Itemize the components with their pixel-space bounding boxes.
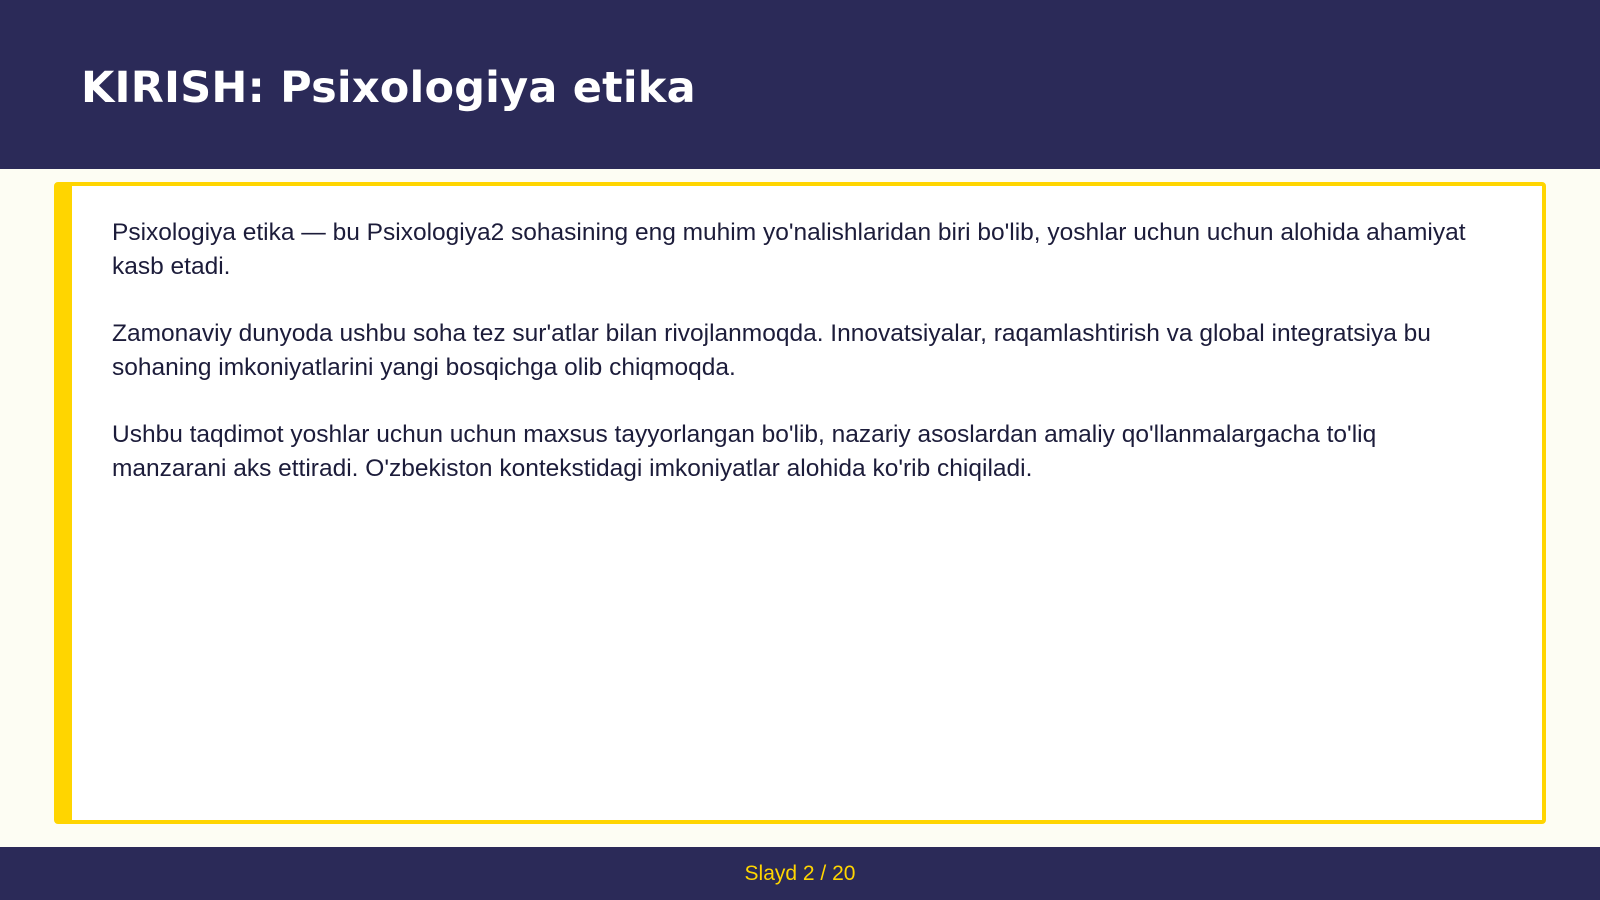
- slide-counter: Slayd 2 / 20: [744, 861, 856, 885]
- paragraph-modern-world: Zamonaviy dunyoda ushbu soha tez sur'atlar bilan rivojlanmoqda. Innovatsiyalar, raqamlashtirish va global integratsiya bu sohaning imkoniyatlarini yangi bosqichga olib chiqmoqda.: [112, 320, 1431, 381]
- slide-footer: [0, 847, 1600, 900]
- content-body: [112, 216, 1492, 519]
- paragraph-intro: Psixologiya etika — bu Psixologiya2 sohasining eng muhim yo'nalishlaridan biri bo'lib, yoshlar uchun uchun alohida ahamiyat kasb etadi.: [112, 219, 1466, 280]
- paragraph-presentation-scope: Ushbu taqdimot yoshlar uchun uchun maxsus tayyorlangan bo'lib, nazariy asoslardan amaliy qo'llanmalargacha to'liq manzarani aks ettiradi. O'zbekiston kontekstidagi imkoniyatlar alohida ko'rib chiqiladi.: [112, 421, 1377, 482]
- slide-header: [0, 0, 1600, 169]
- content-card: [54, 182, 1546, 824]
- slide-title: KIRISH: Psixologiya etika: [81, 63, 696, 113]
